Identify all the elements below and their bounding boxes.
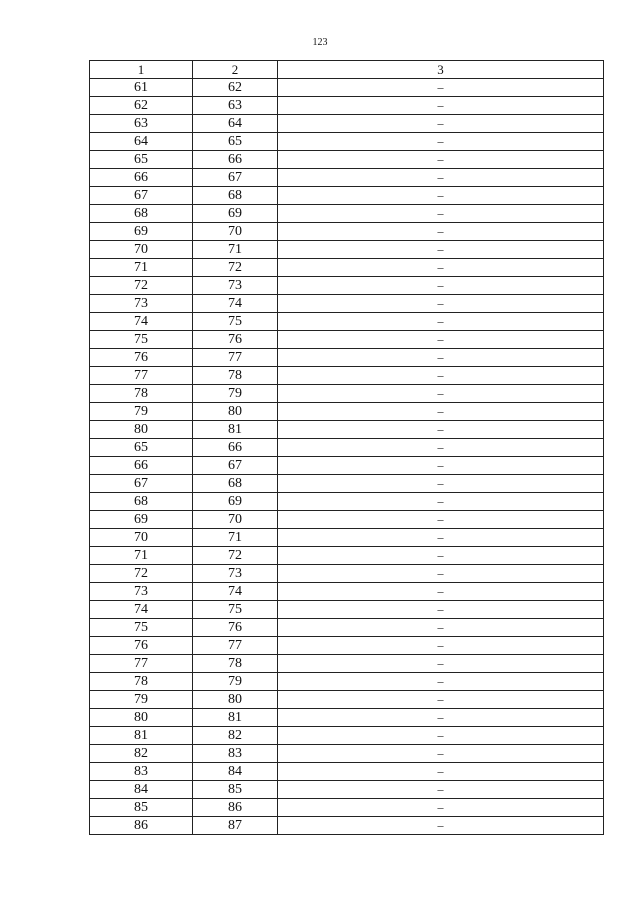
table-cell-col-2: 72	[193, 259, 278, 277]
table-cell-col-3: –	[278, 313, 604, 331]
table-row	[90, 385, 604, 403]
table-cell-col-1: 79	[90, 691, 193, 709]
table-cell-col-2: 73	[193, 565, 278, 583]
table-cell-col-2: 77	[193, 637, 278, 655]
table-cell-col-2: 77	[193, 349, 278, 367]
table-cell-col-2: 67	[193, 169, 278, 187]
table-row	[90, 799, 604, 817]
table-cell-col-1: 83	[90, 763, 193, 781]
table-cell-col-1: 65	[90, 439, 193, 457]
table-cell-col-1: 69	[90, 511, 193, 529]
table-cell-col-2: 84	[193, 763, 278, 781]
table-cell-col-1: 84	[90, 781, 193, 799]
table-row	[90, 205, 604, 223]
table-cell-col-3: –	[278, 673, 604, 691]
table-cell-col-3: –	[278, 97, 604, 115]
table-cell-col-1: 81	[90, 727, 193, 745]
table-row	[90, 457, 604, 475]
table-row	[90, 349, 604, 367]
table-cell-col-2: 83	[193, 745, 278, 763]
table-row	[90, 475, 604, 493]
table-row	[90, 547, 604, 565]
table-cell-col-2: 73	[193, 277, 278, 295]
table-cell-col-3: –	[278, 565, 604, 583]
table-row	[90, 277, 604, 295]
table-cell-col-2: 66	[193, 151, 278, 169]
table-cell-col-3: –	[278, 817, 604, 835]
table-cell-col-2: 70	[193, 511, 278, 529]
table-cell-col-3: –	[278, 547, 604, 565]
table-cell-col-1: 82	[90, 745, 193, 763]
table-row	[90, 655, 604, 673]
table-cell-col-1: 61	[90, 79, 193, 97]
table-cell-col-3: –	[278, 223, 604, 241]
table-row	[90, 781, 604, 799]
column-header-1: 1	[90, 61, 193, 79]
table-cell-col-2: 75	[193, 313, 278, 331]
table-cell-col-1: 72	[90, 565, 193, 583]
table-row	[90, 745, 604, 763]
table-cell-col-3: –	[278, 763, 604, 781]
table-cell-col-3: –	[278, 295, 604, 313]
table-cell-col-1: 67	[90, 475, 193, 493]
table-cell-col-3: –	[278, 403, 604, 421]
table-row	[90, 259, 604, 277]
table-cell-col-2: 64	[193, 115, 278, 133]
table-cell-col-3: –	[278, 367, 604, 385]
table-cell-col-2: 63	[193, 97, 278, 115]
table-cell-col-3: –	[278, 385, 604, 403]
table-cell-col-1: 80	[90, 709, 193, 727]
table-cell-col-3: –	[278, 601, 604, 619]
table-cell-col-3: –	[278, 151, 604, 169]
table-row	[90, 187, 604, 205]
table-cell-col-2: 71	[193, 241, 278, 259]
table-cell-col-3: –	[278, 691, 604, 709]
table-cell-col-1: 85	[90, 799, 193, 817]
table-cell-col-2: 76	[193, 619, 278, 637]
table-cell-col-1: 74	[90, 313, 193, 331]
table-cell-col-2: 80	[193, 691, 278, 709]
table-cell-col-2: 72	[193, 547, 278, 565]
table-cell-col-3: –	[278, 331, 604, 349]
table-cell-col-2: 67	[193, 457, 278, 475]
table-cell-col-1: 77	[90, 655, 193, 673]
table-row	[90, 619, 604, 637]
table-cell-col-2: 76	[193, 331, 278, 349]
table-cell-col-1: 78	[90, 385, 193, 403]
table-cell-col-1: 80	[90, 421, 193, 439]
table-cell-col-3: –	[278, 475, 604, 493]
table-row	[90, 133, 604, 151]
table-cell-col-2: 65	[193, 133, 278, 151]
table-cell-col-1: 71	[90, 259, 193, 277]
table-cell-col-1: 63	[90, 115, 193, 133]
table-cell-col-1: 75	[90, 619, 193, 637]
table-body	[90, 79, 604, 835]
table-row	[90, 493, 604, 511]
table-row	[90, 367, 604, 385]
table-cell-col-2: 79	[193, 673, 278, 691]
table-cell-col-3: –	[278, 241, 604, 259]
table-row	[90, 403, 604, 421]
table-cell-col-2: 80	[193, 403, 278, 421]
column-header-3: 3	[278, 61, 604, 79]
table-row	[90, 817, 604, 835]
table-row	[90, 529, 604, 547]
table-cell-col-1: 76	[90, 349, 193, 367]
table-cell-col-3: –	[278, 277, 604, 295]
table-cell-col-3: –	[278, 655, 604, 673]
table-cell-col-1: 66	[90, 169, 193, 187]
table-cell-col-3: –	[278, 133, 604, 151]
table-cell-col-2: 62	[193, 79, 278, 97]
table-cell-col-1: 64	[90, 133, 193, 151]
table-cell-col-2: 79	[193, 385, 278, 403]
table-cell-col-1: 76	[90, 637, 193, 655]
table-cell-col-1: 70	[90, 241, 193, 259]
table-cell-col-2: 69	[193, 493, 278, 511]
table-cell-col-1: 79	[90, 403, 193, 421]
table-cell-col-1: 72	[90, 277, 193, 295]
table-cell-col-3: –	[278, 259, 604, 277]
table-cell-col-1: 75	[90, 331, 193, 349]
table-cell-col-1: 78	[90, 673, 193, 691]
column-header-2: 2	[193, 61, 278, 79]
table-cell-col-1: 69	[90, 223, 193, 241]
table-cell-col-3: –	[278, 187, 604, 205]
table-cell-col-2: 74	[193, 295, 278, 313]
table-row	[90, 421, 604, 439]
table-row	[90, 223, 604, 241]
table-row	[90, 169, 604, 187]
table-cell-col-3: –	[278, 781, 604, 799]
table-cell-col-3: –	[278, 493, 604, 511]
table-cell-col-1: 71	[90, 547, 193, 565]
table-cell-col-3: –	[278, 457, 604, 475]
table-row	[90, 727, 604, 745]
table-cell-col-2: 87	[193, 817, 278, 835]
table-cell-col-1: 68	[90, 493, 193, 511]
table-cell-col-1: 73	[90, 295, 193, 313]
table-row	[90, 583, 604, 601]
table-cell-col-2: 69	[193, 205, 278, 223]
table-cell-col-3: –	[278, 727, 604, 745]
table-cell-col-2: 68	[193, 475, 278, 493]
table-cell-col-3: –	[278, 637, 604, 655]
table-cell-col-1: 74	[90, 601, 193, 619]
table-header-row	[90, 61, 604, 79]
table-cell-col-2: 78	[193, 367, 278, 385]
table-cell-col-3: –	[278, 511, 604, 529]
table-cell-col-2: 82	[193, 727, 278, 745]
table-row	[90, 691, 604, 709]
table-cell-col-2: 68	[193, 187, 278, 205]
data-table	[89, 60, 604, 835]
table-cell-col-3: –	[278, 79, 604, 97]
table-cell-col-2: 70	[193, 223, 278, 241]
table-cell-col-1: 62	[90, 97, 193, 115]
table-cell-col-3: –	[278, 619, 604, 637]
table-row	[90, 601, 604, 619]
table-cell-col-2: 81	[193, 421, 278, 439]
table-row	[90, 331, 604, 349]
table-cell-col-2: 74	[193, 583, 278, 601]
table-cell-col-3: –	[278, 115, 604, 133]
table-row	[90, 313, 604, 331]
table-row	[90, 151, 604, 169]
table-row	[90, 673, 604, 691]
table-cell-col-3: –	[278, 349, 604, 367]
table-cell-col-1: 86	[90, 817, 193, 835]
table-cell-col-3: –	[278, 529, 604, 547]
table-row	[90, 439, 604, 457]
table-row	[90, 709, 604, 727]
table-cell-col-2: 75	[193, 601, 278, 619]
page-number: 123	[312, 37, 328, 48]
table-cell-col-1: 65	[90, 151, 193, 169]
table-cell-col-3: –	[278, 439, 604, 457]
table-cell-col-2: 78	[193, 655, 278, 673]
table-row	[90, 241, 604, 259]
table-cell-col-3: –	[278, 745, 604, 763]
table-cell-col-1: 70	[90, 529, 193, 547]
table-cell-col-3: –	[278, 421, 604, 439]
table-cell-col-2: 81	[193, 709, 278, 727]
table-cell-col-2: 85	[193, 781, 278, 799]
table-row	[90, 763, 604, 781]
table-cell-col-1: 73	[90, 583, 193, 601]
table-cell-col-3: –	[278, 169, 604, 187]
table-row	[90, 295, 604, 313]
table-row	[90, 565, 604, 583]
table-cell-col-1: 68	[90, 205, 193, 223]
table-row	[90, 97, 604, 115]
table-cell-col-2: 66	[193, 439, 278, 457]
table-cell-col-3: –	[278, 709, 604, 727]
table-cell-col-3: –	[278, 205, 604, 223]
table-cell-col-2: 86	[193, 799, 278, 817]
table-row	[90, 115, 604, 133]
table-cell-col-1: 66	[90, 457, 193, 475]
table-cell-col-3: –	[278, 583, 604, 601]
table-row	[90, 637, 604, 655]
table-cell-col-2: 71	[193, 529, 278, 547]
table-row	[90, 511, 604, 529]
table-cell-col-3: –	[278, 799, 604, 817]
table-row	[90, 79, 604, 97]
table-cell-col-1: 77	[90, 367, 193, 385]
table-cell-col-1: 67	[90, 187, 193, 205]
